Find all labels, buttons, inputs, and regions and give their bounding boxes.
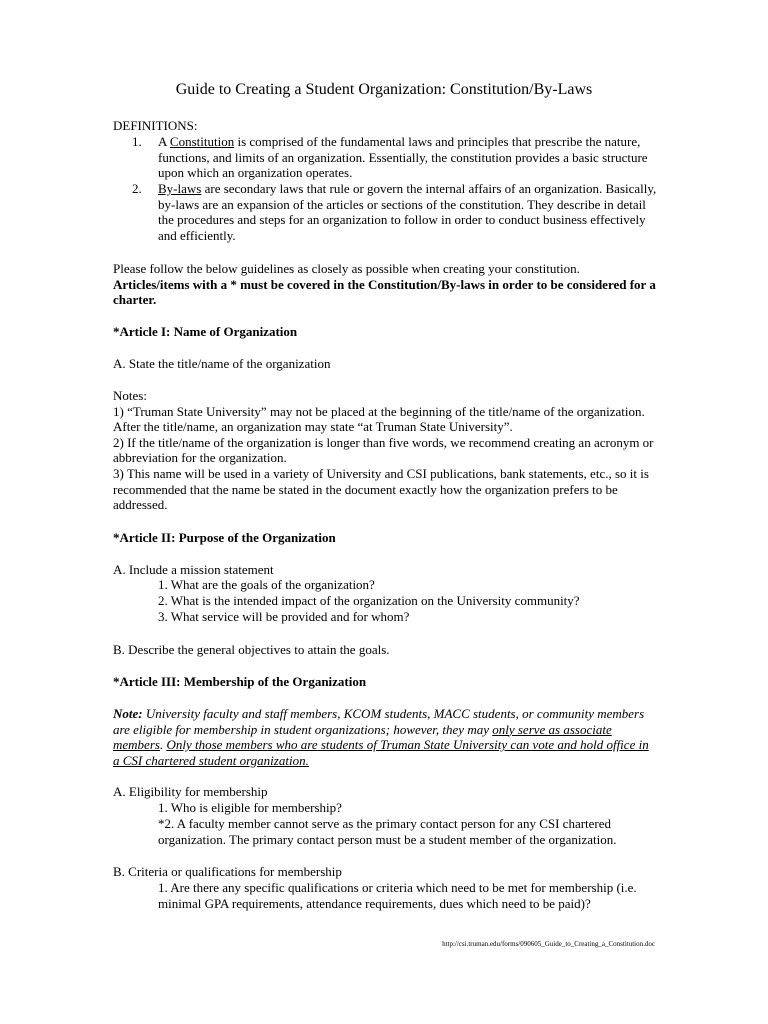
article-2-item-b: B. Describe the general objectives to attain the goals. xyxy=(113,642,390,657)
article-3-note: Note: University faculty and staff members, KCOM students, MACC students, or community members are eligible for membership in student organizations; however, they may only serve as associate members. Only those members who are students of Truman State University can vote and hold office in a CSI chartered student organization. xyxy=(113,706,649,768)
article-1-note-3: 3) This name will be used in a variety of University and CSI publications, bank statements, etc., so it is recommended that the name be stated in the document exactly how the organization prefers to be addressed. xyxy=(113,465,649,513)
note-label: Note: xyxy=(113,706,143,721)
article-3-subitem-a2: *2. A faculty member cannot serve as the primary contact person for any CSI chartered organization. The primary contact person must be a student member of the organization. xyxy=(158,816,617,847)
article-2-heading: *Article II: Purpose of the Organization xyxy=(113,530,336,545)
article-3-item-a: A. Eligibility for membership xyxy=(113,784,268,799)
article-2-item-a: A. Include a mission statement xyxy=(113,562,274,577)
article-1-heading: *Article I: Name of Organization xyxy=(113,324,298,339)
definitions-heading: DEFINITIONS: xyxy=(113,118,198,133)
term-constitution: Constitution xyxy=(169,134,235,149)
article-1-note-2: 2) If the title/name of the organization is longer than five words, we recommend creating an acronym or abbreviation for the organization. xyxy=(113,434,654,466)
definition-number: 1. xyxy=(132,134,142,149)
article-2-subitem-3: 3. What service will be provided and for whom? xyxy=(158,609,410,624)
article-1-notes: Notes: 1) “Truman State University” may not be placed at the beginning of the title/name of the organization. After the title/name, an organization may state “at Truman State University”. 2) If the title/name of the organization is longer than five words, we recommend creating an acronym or abbreviation for the organization. 3) This name will be used in a variety of University and CSI publications, bank statements, etc., so it is recommended that the name be stated in the document exactly how the organization prefers to be addressed. xyxy=(113,388,654,513)
article-1-item-a: A. State the title/name of the organization xyxy=(113,356,331,371)
definition-number: 2. xyxy=(132,181,142,196)
article-3-subitem-a1: 1. Who is eligible for membership? xyxy=(158,800,342,815)
article-2-subitem-2: 2. What is the intended impact of the organization on the University community? xyxy=(158,593,580,608)
term-by-laws: By-laws xyxy=(158,181,202,196)
definition-text: A Constitution is comprised of the fundamental laws and principles that prescribe the nature, functions, and limits of an organization. Essentially, the constitution provides a basic structure upon which an organization operates. xyxy=(158,134,648,181)
article-2-subitem-1: 1. What are the goals of the organization? xyxy=(158,577,375,592)
article-1-note-1: 1) “Truman State University” may not be placed at the beginning of the title/name of the organization. After the title/name, an organization may state “at Truman State University”. xyxy=(113,403,645,435)
intro-paragraph: Please follow the below guidelines as closely as possible when creating your constitution. Articles/items with a * must be covered in the Constitution/By-laws in order to be considered for a charter. xyxy=(113,261,656,308)
article-3-item-b: B. Criteria or qualifications for membership xyxy=(113,864,342,879)
definition-text: By-laws are secondary laws that rule or govern the internal affairs of an organization. Basically, by-laws are an expansion of the articles or sections of the constitution. They describe in detail the procedures and steps for an organization to follow in order to conduct business effectively and efficiently. xyxy=(158,181,657,243)
article-3-subitem-b1: 1. Are there any specific qualifications or criteria which need to be met for membership (i.e. minimal GPA requirements, attendance requirements, dues which need to be paid)? xyxy=(158,880,637,911)
footer-url: http://csi.truman.edu/forms/090605_Guide_to_Creating_a_Constitution.doc xyxy=(442,940,655,948)
intro-requirement: Articles/items with a * must be covered in the Constitution/By-laws in order to be considered for a charter. xyxy=(113,276,656,308)
page-title: Guide to Creating a Student Organization: Constitution/By-Laws xyxy=(175,81,593,98)
article-3-heading: *Article III: Membership of the Organization xyxy=(113,674,367,689)
